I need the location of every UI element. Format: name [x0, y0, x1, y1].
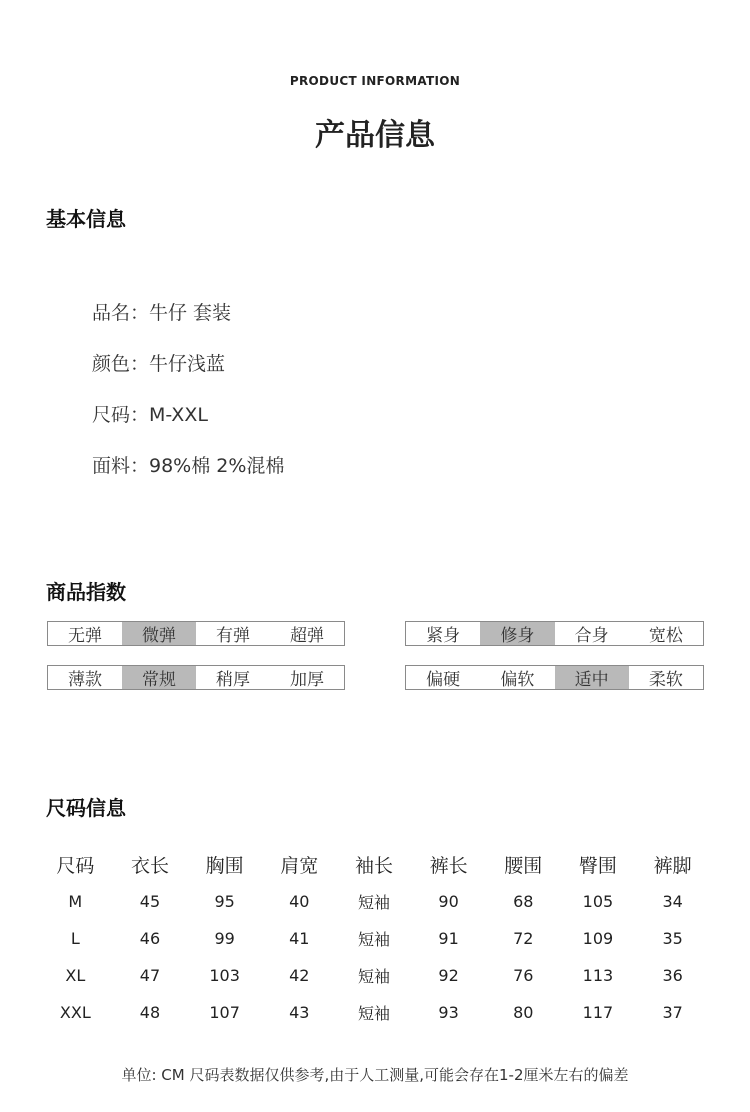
scale-option: 稍厚: [216, 670, 250, 690]
scale-option: 偏硬: [426, 670, 461, 690]
table-cell: 42: [289, 966, 310, 985]
table-cell: XL: [65, 966, 86, 985]
table-cell: 35: [662, 929, 683, 948]
table-cell: 109: [582, 929, 614, 948]
size-range-row: 尺码：M-XXL: [92, 404, 208, 426]
scale-option: 无弹: [68, 626, 102, 646]
product-index-heading: 商品指数: [46, 580, 126, 604]
table-cell: 41: [289, 929, 310, 948]
fit-scale: [405, 621, 704, 646]
scale-option: 偏软: [500, 670, 535, 690]
table-cell: 68: [513, 892, 534, 911]
table-cell: 46: [139, 929, 161, 948]
table-row: [38, 920, 710, 957]
table-cell: XXL: [59, 1003, 91, 1022]
table-cell: M: [68, 892, 83, 911]
table-cell: 短袖: [357, 967, 390, 986]
elasticity-scale: [47, 621, 345, 646]
table-cell: 107: [209, 1003, 240, 1022]
scale-option: 常规: [122, 666, 196, 689]
table-cell: 117: [582, 1003, 614, 1022]
softness-scale: [405, 665, 704, 690]
table-cell: 99: [214, 929, 235, 948]
table-cell: 76: [513, 966, 534, 985]
scale-option: 合身: [574, 626, 609, 646]
table-cell: 92: [438, 966, 459, 985]
table-row: [38, 994, 710, 1031]
table-cell: 105: [582, 892, 614, 911]
scale-option: 宽松: [648, 626, 683, 646]
table-cell: 37: [662, 1003, 683, 1022]
english-title: PRODUCT INFORMATION: [289, 74, 461, 88]
scale-option: 有弹: [216, 626, 250, 646]
thickness-scale: [47, 665, 345, 690]
basic-info-heading: 基本信息: [46, 207, 126, 231]
product-name-row: 品名：牛仔 套装: [92, 302, 232, 324]
column-header: 袖长: [354, 854, 393, 877]
column-header: 胸围: [205, 854, 244, 877]
fabric-row: 面料：98%棉 2%混棉: [92, 455, 285, 477]
column-header: 衣长: [130, 854, 169, 877]
table-cell: 34: [662, 892, 683, 911]
scale-option: 微弹: [122, 622, 196, 645]
page-title: 产品信息: [315, 118, 435, 153]
table-cell: 短袖: [357, 930, 390, 949]
table-cell: 93: [438, 1003, 459, 1022]
table-cell: 91: [438, 929, 459, 948]
size-table: [38, 845, 710, 1031]
color-row: 颜色：牛仔浅蓝: [92, 353, 226, 375]
table-row: [38, 957, 710, 994]
column-header: 裤脚: [653, 854, 692, 877]
scale-option: 紧身: [426, 626, 461, 646]
size-info-heading: 尺码信息: [46, 796, 126, 820]
scale-option: 修身: [480, 622, 554, 645]
table-row: [38, 883, 710, 920]
scale-option: 适中: [555, 666, 629, 689]
scale-option: 薄款: [68, 670, 102, 690]
column-header: 腰围: [504, 854, 543, 877]
table-cell: 短袖: [357, 1004, 390, 1023]
table-cell: L: [70, 929, 80, 948]
table-cell: 113: [582, 966, 614, 985]
table-cell: 48: [139, 1003, 161, 1022]
table-cell: 72: [513, 929, 534, 948]
table-cell: 47: [139, 966, 161, 985]
table-cell: 36: [662, 966, 683, 985]
table-cell: 43: [289, 1003, 310, 1022]
table-cell: 80: [513, 1003, 534, 1022]
table-cell: 103: [209, 966, 240, 985]
column-header: 尺码: [56, 854, 95, 877]
table-cell: 短袖: [357, 893, 390, 912]
table-cell: 45: [139, 892, 161, 911]
column-header: 肩宽: [280, 854, 319, 877]
scale-option: 加厚: [290, 670, 324, 690]
measurement-note: 单位: CM 尺码表数据仅供参考,由于人工测量,可能会存在1-2厘米左右的偏差: [121, 1066, 629, 1084]
table-cell: 40: [289, 892, 310, 911]
column-header: 裤长: [429, 854, 468, 877]
scale-option: 超弹: [290, 626, 324, 646]
scale-option: 柔软: [648, 670, 683, 690]
table-header-row: [38, 845, 710, 883]
table-cell: 95: [214, 892, 235, 911]
column-header: 臀围: [578, 854, 617, 877]
table-cell: 90: [438, 892, 459, 911]
